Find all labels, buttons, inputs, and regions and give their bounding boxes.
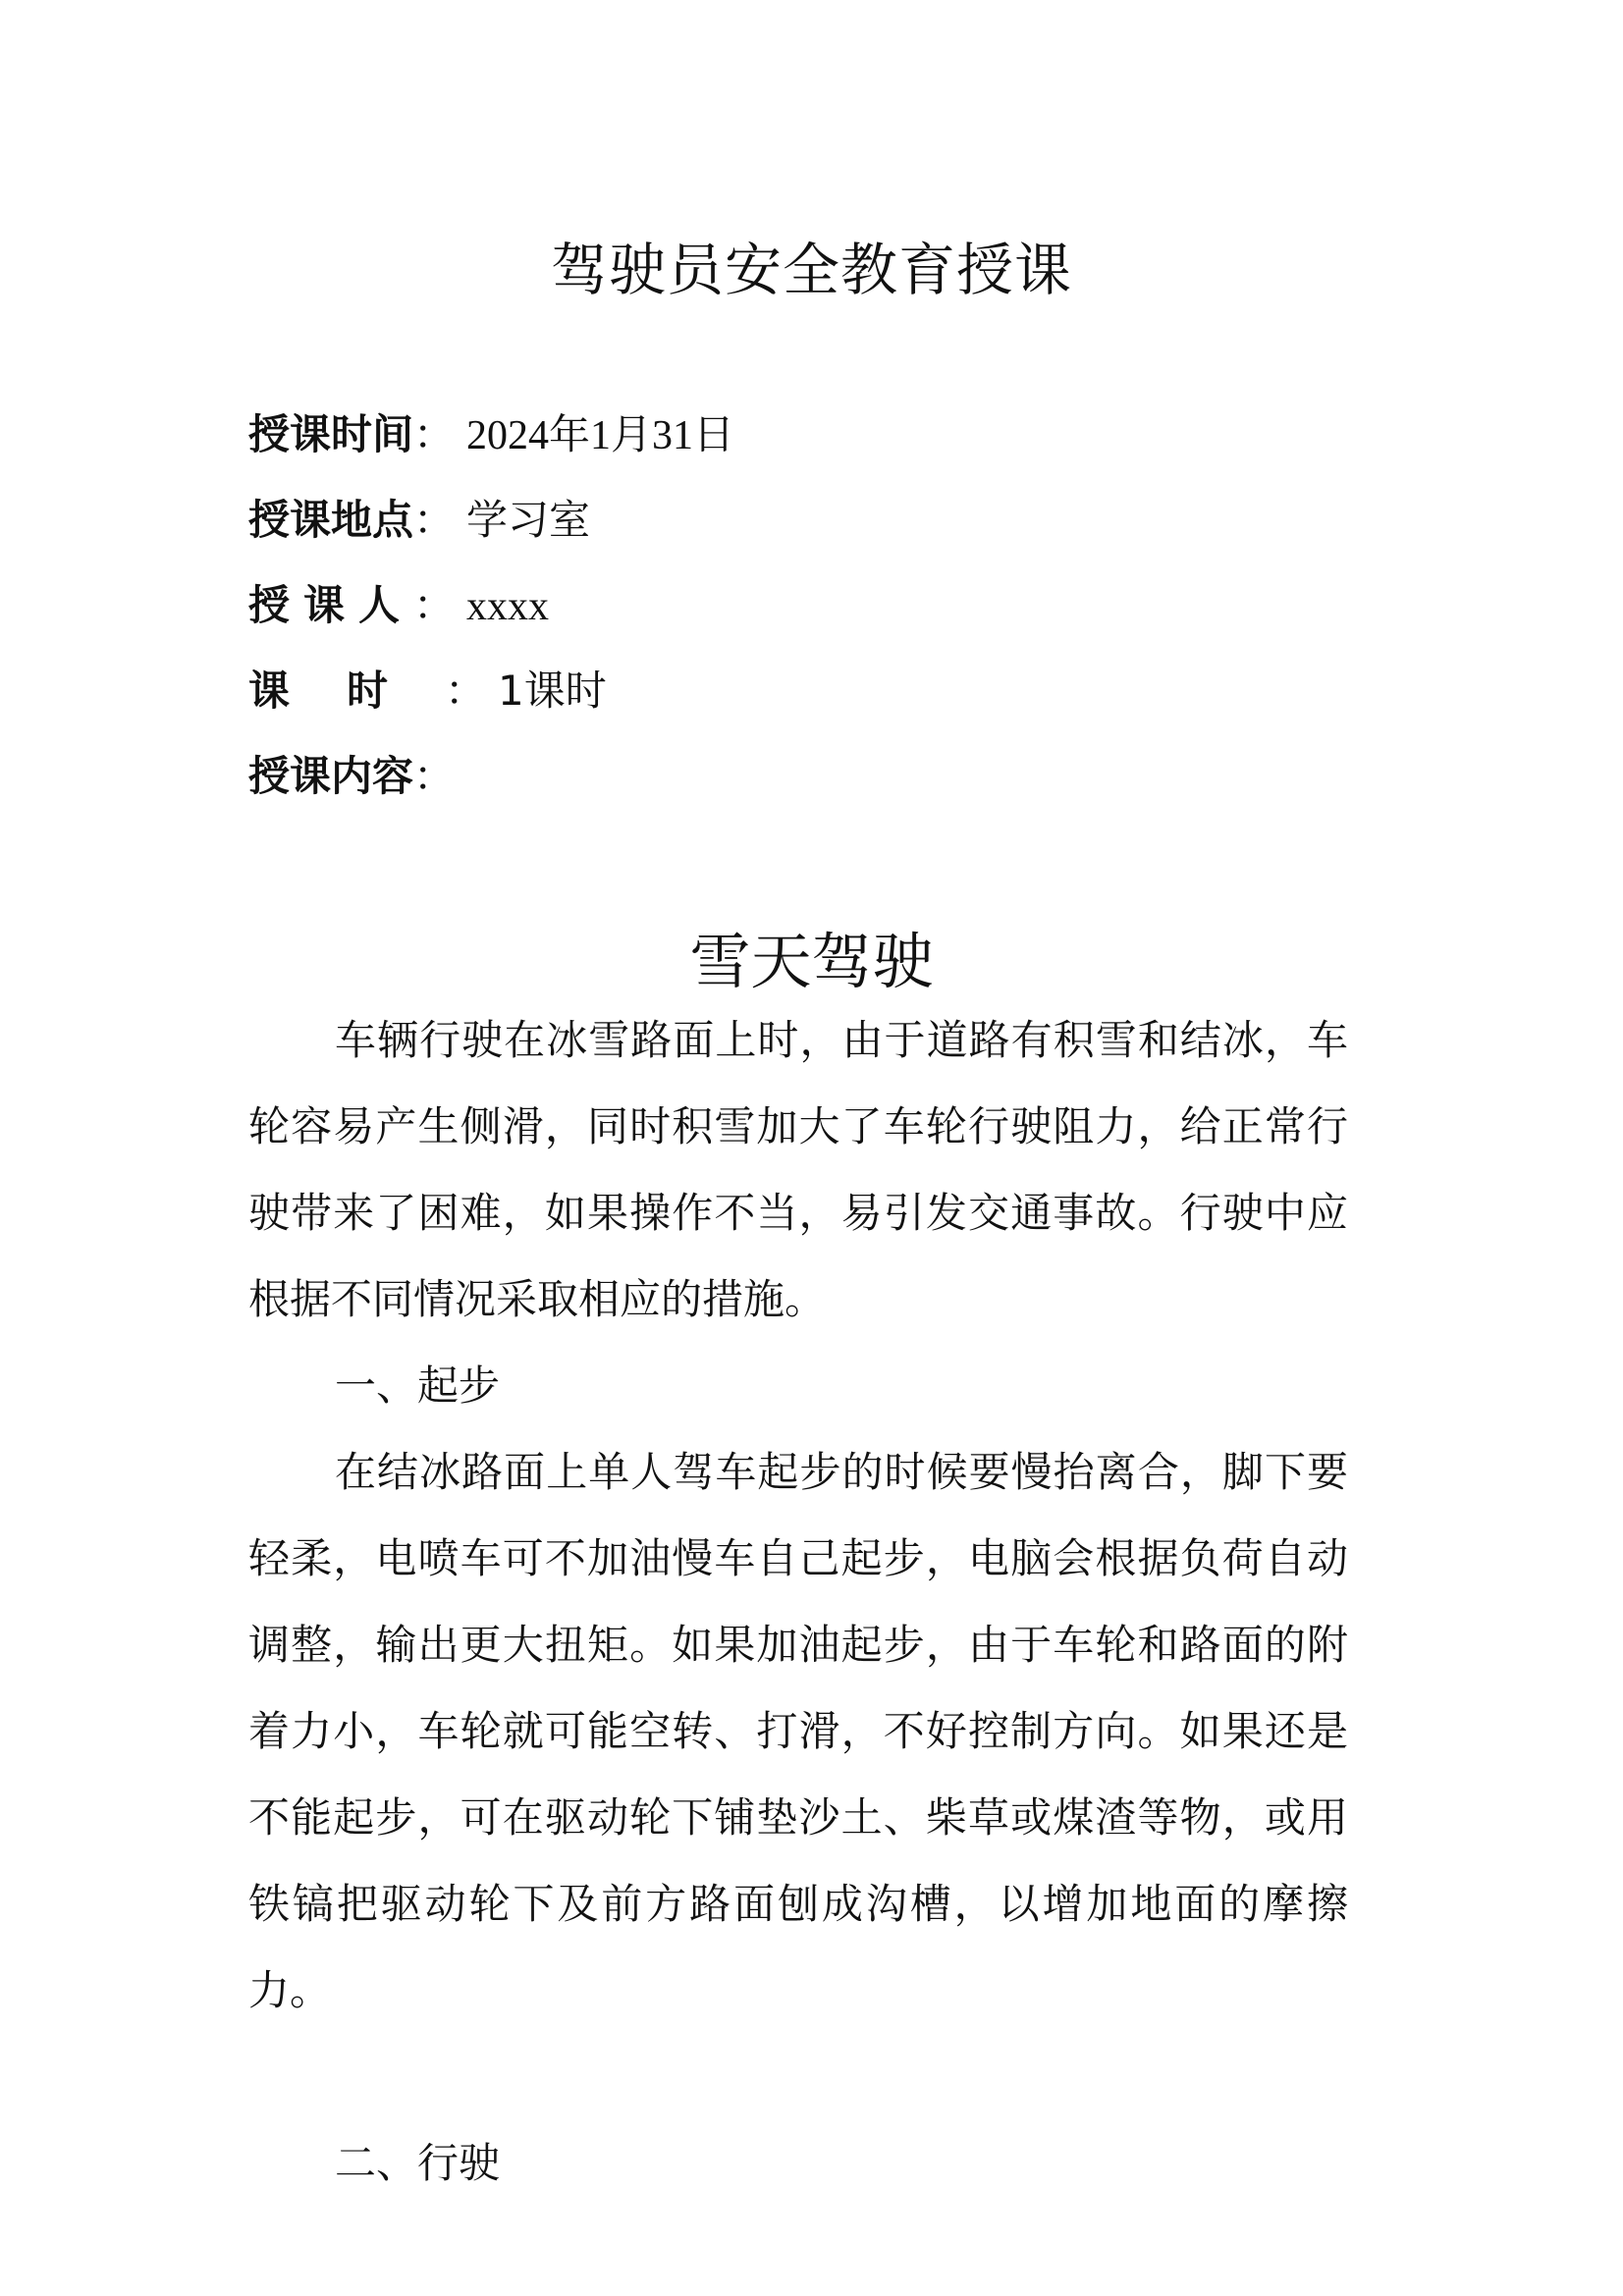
meta-colon: ：	[413, 496, 456, 544]
meta-teacher-label: 授课人	[248, 581, 414, 629]
meta-place-row	[248, 491, 590, 550]
meta-teacher-row	[248, 576, 549, 635]
section1-heading: 一、起步	[335, 1362, 501, 1410]
meta-hours-label: 课时	[248, 667, 446, 715]
section1-paragraph: 在结冰路面上单人驾车起步的时候要慢抬离合，脚下要轻柔，电喷车可不加油慢车自己起步，电脑会根据负荷自动调整，输出更大扭矩。如果加油起步，由于车轮和路面的附着力小，车轮就可能空转、打滑，不好控制方向。如果还是不能起步，可在驱动轮下铺垫沙土、柴草或煤渣等物，或用铁镐把驱动轮下及前方路面刨成沟槽，以增加地面的摩擦力。	[248, 1448, 1348, 2014]
meta-hours-row	[248, 662, 607, 721]
meta-colon: ：	[413, 581, 456, 629]
meta-hours-value: 1课时	[498, 667, 607, 715]
document-title: 驾驶员安全教育授课	[550, 237, 1072, 303]
section2-heading: 二、行驶	[335, 2139, 501, 2187]
meta-content-label: 授课内容	[248, 752, 414, 800]
meta-time-label: 授课时间	[248, 410, 414, 458]
meta-place-label: 授课地点	[248, 496, 414, 544]
lesson-title: 雪天驾驶	[689, 926, 934, 997]
meta-time-value: 2024年1月31日	[466, 413, 735, 458]
meta-colon: ：	[413, 410, 456, 458]
meta-time-row	[248, 405, 734, 464]
meta-colon: ：	[413, 752, 456, 800]
meta-colon: ：	[445, 667, 487, 715]
lesson-intro-paragraph: 车辆行驶在冰雪路面上时，由于道路有积雪和结冰，车轮容易产生侧滑，同时积雪加大了车轮行驶阻力，给正常行驶带来了困难，如果操作不当，易引发交通事故。行驶中应根据不同情况采取相应的措施。	[248, 1016, 1348, 1323]
meta-content-row	[248, 747, 466, 806]
meta-teacher-value: xxxx	[466, 584, 550, 629]
meta-place-value: 学习室	[466, 496, 591, 544]
